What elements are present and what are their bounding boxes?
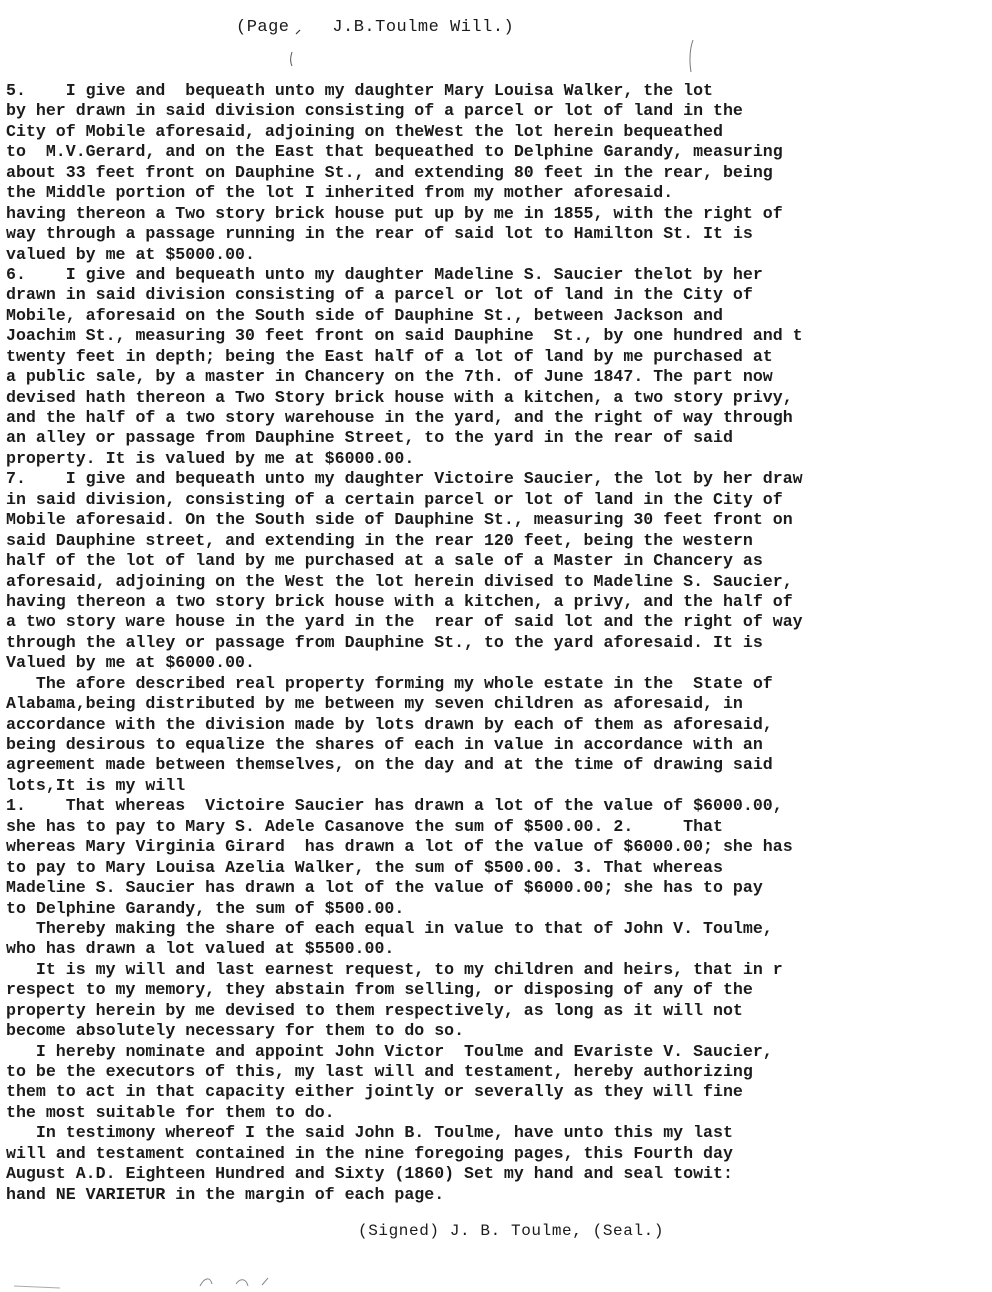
- text-line: The afore described real property forming my whole estate in the State of: [6, 673, 773, 693]
- text-line: a two story ware house in the yard in the rear of said lot and the right of way: [6, 612, 803, 632]
- text-line: Alabama,being distributed by me between my seven children as aforesaid, in: [6, 694, 743, 714]
- text-line: become absolutely necessary for them to do so.: [6, 1021, 465, 1041]
- text-line: Thereby making the share of each equal in value to that of John V. Toulme,: [6, 918, 773, 938]
- text-line: In testimony whereof I the said John B. Toulme, have unto this my last: [6, 1123, 733, 1143]
- page-header: (Page J.B.Toulme Will.): [236, 18, 515, 37]
- text-line: to Delphine Garandy, the sum of $500.00.: [6, 898, 405, 918]
- text-line: the Middle portion of the lot I inherited from my mother aforesaid.: [6, 183, 674, 203]
- text-line: 5. I give and bequeath unto my daughter Mary Louisa Walker, the lot: [6, 81, 714, 100]
- text-line: having thereon a Two story brick house put up by me in 1855, with the right of: [6, 203, 783, 223]
- text-line: Madeline S. Saucier has drawn a lot of the value of $6000.00; she has to pay: [6, 878, 763, 898]
- text-line: said Dauphine street, and extending in the rear 120 feet, being the western: [6, 530, 753, 550]
- text-line: to be the executors of this, my last will and testament, hereby authorizing: [6, 1062, 753, 1081]
- text-line: Mobile aforesaid. On the South side of Dauphine St., measuring 30 feet front on: [6, 510, 793, 530]
- text-line: way through a passage running in the rear of said lot to Hamilton St. It is: [6, 224, 753, 244]
- text-line: August A.D. Eighteen Hundred and Sixty (1860) Set my hand and seal towit:: [6, 1164, 733, 1184]
- text-line: will and testament contained in the nine foregoing pages, this Fourth day: [6, 1143, 733, 1163]
- text-line: property herein by me devised to them respectively, as long as it will not: [6, 1000, 743, 1020]
- text-line: drawn in said division consisting of a parcel or lot of land in the City of: [6, 285, 753, 305]
- text-line: who has drawn a lot valued at $5500.00.: [6, 939, 395, 959]
- text-line: agreement made between themselves, on the day and at the time of drawing said: [6, 755, 773, 775]
- text-line: Mobile, aforesaid on the South side of Dauphine St., between Jackson and: [6, 305, 723, 325]
- text-line: through the alley or passage from Dauphine St., to the yard aforesaid. It is: [6, 632, 763, 652]
- text-line: 6. I give and bequeath unto my daughter Madeline S. Saucier thelot by her: [6, 264, 763, 284]
- text-line: accordance with the division made by lots drawn by each of them as aforesaid,: [6, 714, 773, 734]
- text-line: by her drawn in said division consisting of a parcel or lot of land in the: [6, 101, 743, 121]
- text-line: she has to pay to Mary S. Adele Casanove the sum of $500.00. 2. That: [6, 816, 723, 836]
- text-line: property. It is valued by me at $6000.00.: [6, 448, 415, 468]
- signature-line: (Signed) J. B. Toulme, (Seal.): [358, 1222, 665, 1240]
- text-line: aforesaid, adjoining on the West the lot herein divised to Madeline S. Saucier,: [6, 571, 793, 591]
- text-line: respect to my memory, they abstain from selling, or disposing of any of the: [6, 980, 753, 1000]
- text-line: twenty feet in depth; being the East half of a lot of land by me purchased at: [6, 346, 773, 366]
- text-line: being desirous to equalize the shares of each in value in accordance with an: [6, 735, 763, 754]
- text-line: about 33 feet front on Dauphine St., and extending 80 feet in the rear, being: [6, 162, 773, 182]
- text-line: I hereby nominate and appoint John Victor Toulme and Evariste V. Saucier,: [6, 1041, 773, 1061]
- text-line: 7. I give and bequeath unto my daughter Victoire Saucier, the lot by her draw: [6, 469, 803, 489]
- text-line: devised hath thereon a Two Story brick house with a kitchen, a two story privy,: [6, 387, 793, 407]
- text-line: Joachim St., measuring 30 feet front on said Dauphine St., by one hundred and t: [6, 326, 803, 346]
- text-line: half of the lot of land by me purchased at a sale of a Master in Chancery as: [6, 551, 763, 571]
- text-line: City of Mobile aforesaid, adjoining on theWest the lot herein bequeathed: [6, 121, 723, 141]
- text-line: lots,It is my will: [6, 775, 186, 795]
- text-line: to M.V.Gerard, and on the East that bequeathed to Delphine Garandy, measuring: [6, 142, 783, 162]
- text-line: valued by me at $5000.00.: [6, 244, 255, 264]
- text-line: 1. That whereas Victoire Saucier has drawn a lot of the value of $6000.00,: [6, 796, 783, 816]
- text-line: and the half of a two story warehouse in the yard, and the right of way through: [6, 408, 793, 427]
- text-line: having thereon a two story brick house with a kitchen, a privy, and the half of: [6, 591, 793, 611]
- text-line: in said division, consisting of a certain parcel or lot of land in the City of: [6, 489, 783, 509]
- text-line: hand NE VARIETUR in the margin of each page.: [6, 1184, 445, 1204]
- text-line: whereas Mary Virginia Girard has drawn a lot of the value of $6000.00; she has: [6, 837, 793, 857]
- text-line: a public sale, by a master in Chancery on the 7th. of June 1847. The part now: [6, 367, 773, 387]
- text-line: It is my will and last earnest request, to my children and heirs, that in r: [6, 959, 783, 979]
- will-body-text: [6, 81, 992, 1205]
- text-line: them to act in that capacity either jointly or severally as they will fine: [6, 1082, 743, 1102]
- text-line: Valued by me at $6000.00.: [6, 653, 255, 673]
- text-line: to pay to Mary Louisa Azelia Walker, the sum of $500.00. 3. That whereas: [6, 857, 723, 877]
- text-line: the most suitable for them to do.: [6, 1102, 335, 1122]
- text-line: an alley or passage from Dauphine Street, to the yard in the rear of said: [6, 428, 733, 448]
